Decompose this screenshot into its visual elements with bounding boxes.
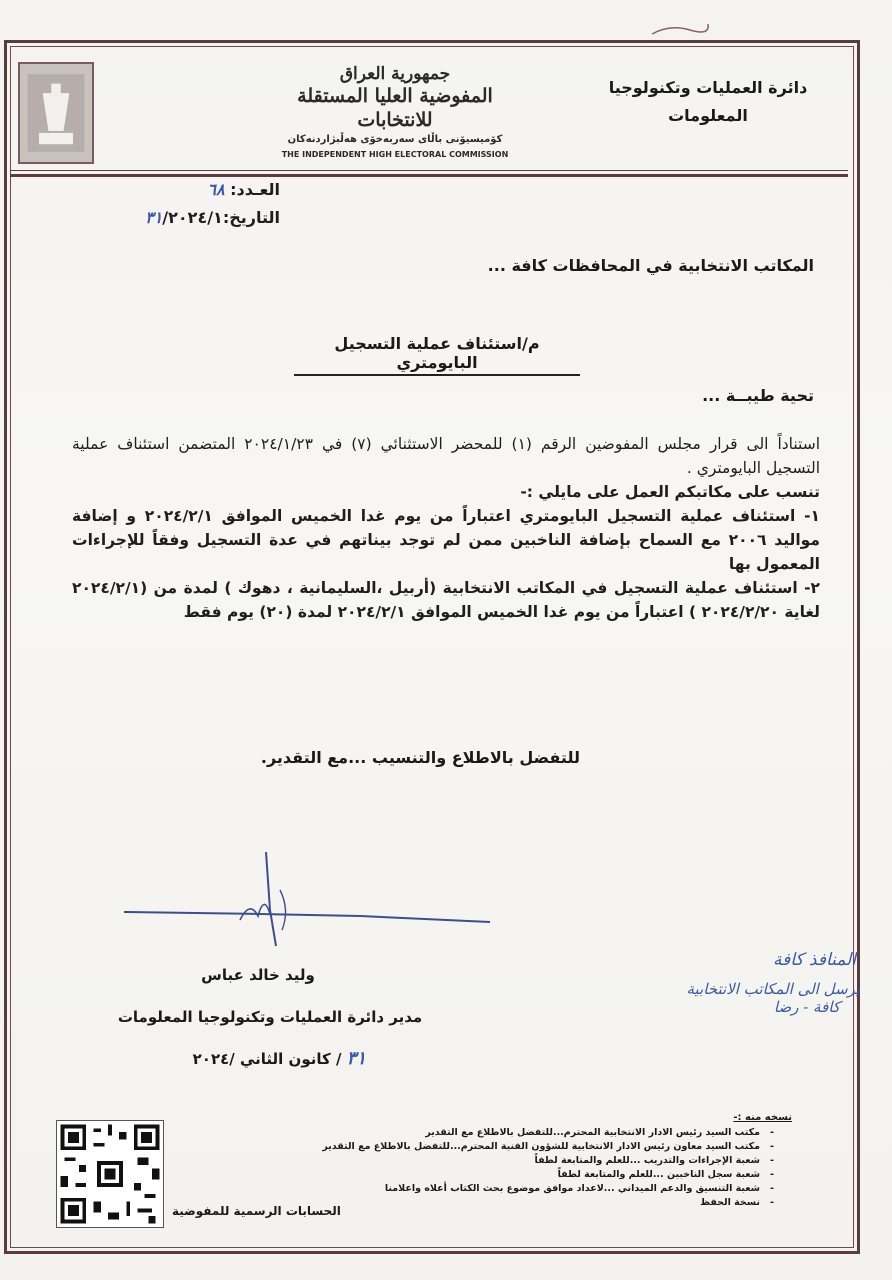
copy-item: - مكتب السيد رئيس الادار الانتخابية المحترم...للتفضل بالاطلاع مع التقدير xyxy=(354,1126,774,1140)
copies-title: نسخه منه :- xyxy=(733,1112,792,1123)
republic-name: جمهورية العراق xyxy=(339,64,451,84)
commission-name-arabic: المفوضية العليا المستقلة للانتخابات xyxy=(297,85,493,131)
handnote-line-3: كافة - رضا xyxy=(773,998,840,1016)
qr-code[interactable] xyxy=(56,1120,164,1228)
reference-number xyxy=(100,176,280,204)
signer-date-day: ٣١ xyxy=(346,1048,366,1069)
signer-title: مدير دائرة العمليات وتكنولوجيا المعلومات xyxy=(117,1008,423,1026)
reference-date xyxy=(100,204,280,232)
handwritten-note xyxy=(620,950,860,1040)
official-accounts-label: الحسابات الرسمية للمفوضية xyxy=(172,1204,341,1218)
copy-item: - شعبة التنسيق والدعم الميداني ...لاعداد موافق موضوع بحث الكتاب أعلاه واعلامنا xyxy=(354,1182,774,1196)
handnote-line-1: المنافذ كافة xyxy=(772,950,856,970)
date-rest: /٢٠٢٤/١ xyxy=(162,208,223,227)
commission-name-kurdish: كۆمیسیۆنی باڵای سەربەخۆی هەڵبژاردنەكان xyxy=(287,134,503,145)
commission-name-block xyxy=(270,64,520,160)
handnote-line-2: يرسل الى المكاتب الانتخابية xyxy=(686,980,860,998)
copy-item: - نسخة الحفظ xyxy=(354,1196,774,1210)
subject-line: م/استئناف عملية التسجيل البايومتري xyxy=(294,334,580,376)
letterhead-divider xyxy=(10,170,848,171)
date-day: ٣١ xyxy=(145,208,163,227)
letter-body xyxy=(72,432,820,624)
commission-logo xyxy=(18,62,94,164)
copy-item: - شعبة سجل الناخبين ...للعلم والمتابعة لطفاً xyxy=(354,1168,774,1182)
greeting: تحية طيبــة ... xyxy=(702,386,814,405)
number-value: ٦٨ xyxy=(207,180,225,199)
commission-name-english: THE INDEPENDENT HIGH ELECTORAL COMMISSION xyxy=(281,150,509,159)
reference-block xyxy=(100,176,280,232)
list-item-1: ١- استئناف عملية التسجيل البايومتري اعتباراً من يوم غدا الخميس الموافق ٢٠٢٤/٢/١ و إضافة مواليد ٢٠٠٦ مع السماح بإضافة الناخبين ممن لم توجد بيناتهم في عدة التسجيل وفقاً للإجراءات المعمول بها xyxy=(72,507,820,573)
copy-item: - مكتب السيد معاون رئيس الادار الانتخابية للشؤون الفنية المحترم...للتفضل بالاطلاع مع التقدير xyxy=(354,1140,774,1154)
number-label: العـدد: xyxy=(230,180,280,199)
signer-date-rest: / كانون الثاني /٢٠٢٤ xyxy=(192,1050,342,1068)
addressee: المكاتب الانتخابية في المحافظات كافة ... xyxy=(487,256,814,275)
instruction-line: تنسب على مكاتبكم العمل على مايلي :- xyxy=(520,483,820,501)
copies-list xyxy=(322,1126,774,1210)
signer-name: وليد خالد عباس xyxy=(201,966,315,984)
date-label: التاريخ: xyxy=(222,208,280,227)
list-item-2: ٢- استئناف عملية التسجيل في المكاتب الانتخابية (أربيل ،السليمانية ، دهوك ) لمدة من (٢٠٢٤/٢/١ لغاية ٢٠٢٤/٢/٢٠ ) اعتباراً من يوم غدا الخميس الموافق ٢٠٢٤/٢/١ لمدة (٢٠) يوم فقط xyxy=(72,579,820,621)
pen-mark xyxy=(650,20,710,40)
signature xyxy=(120,850,500,960)
signer-date xyxy=(136,1048,366,1069)
department-title xyxy=(608,74,808,130)
closing-line: للتفضل بالاطلاع والتنسيب ...مع التقدير. xyxy=(260,748,580,767)
copy-item: - شعبة الإجراءات والتدريب ...للعلم والمتابعة لطفاً xyxy=(354,1154,774,1168)
department-line-2: المعلومات xyxy=(668,106,748,125)
intro-paragraph: استناداً الى قرار مجلس المفوضين الرقم (١) للمحضر الاستثنائي (٧) في ٢٠٢٤/١/٢٣ المتضمن استئناف عملية التسجيل البايومتري . xyxy=(72,435,821,477)
department-line-1: دائرة العمليات وتكنولوجيا xyxy=(608,78,808,97)
